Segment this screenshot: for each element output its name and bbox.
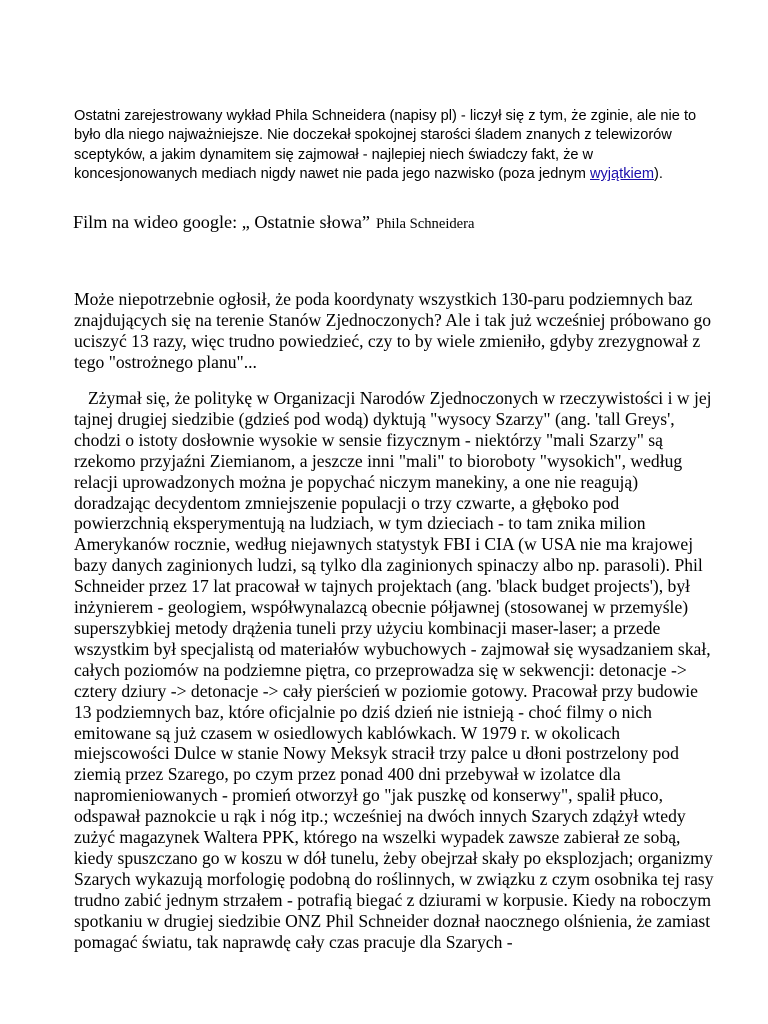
film-author: Phila Schneidera <box>376 216 475 232</box>
body-paragraph: Może niepotrzebnie ogłosił, że poda koordynaty wszystkich 130-paru podziemnych baz znajdujących się na terenie Stanów Zjednoczonych? Ale i tak już wcześniej próbowano go uciszyć 13 razy, więc trudno powiedzieć, czy to by wiele zmieniło, gdyby zrezygnował z tego "ostrożnego planu"... <box>74 289 712 372</box>
exception-link[interactable]: wyjątkiem <box>589 166 655 183</box>
body-paragraph: Zżymał się, że politykę w Organizacji Narodów Zjednoczonych w rzeczywistości i w jej tajnej drugiej siedzibie (gdzieś pod wodą) dyktują "wysocy Szarzy" (ang. 'tall Greys', chodzi o istoty dosłownie wysokie w sensie fizycznym - niektórzy "mali Szarzy" są rzekomo przyjaźni Ziemianom, a jeszcze inni "mali" to bioroboty "wysokich", według relacji uprowadzonych można je popychać niczym manekiny, a one nie reagują) doradzając decydentom zmniejszenie populacji o trzy czwarte, a głęboko pod powierzchnią eksperymentują na ludziach, w tym dzieciach - to tam znika milion Amerykanów rocznie, według niejawnych statystyk FBI i CIA (w USA nie ma krajowej bazy danych zaginionych ludzi, są tylko dla zaginionych spinaczy albo np. parasoli). Phil Schneider przez 17 lat pracował w tajnych projektach (ang. 'black budget projects'), był inżynierem - geologiem, współwynalazcą obecnie półjawnej (stosowanej w przemyśle) superszybkiej metody drążenia tuneli przy użyciu kombinacji maser-laser; a przede wszystkim był specjalistą od materiałów wybuchowych - zajmował się wysadzaniem skał, całych poziomów na podziemne piętra, co przeprowadza się w sekwencji: detonacje -> cztery dziury -> detonacje -> cały pierścień w poziomie gotowy. Pracował przy budowie 13 podziemnych baz, które oficjalnie po dziś dzień nie istnieją - choć filmy o nich emitowane są już czasem w osiedlowych kablówkach. W 1979 r. w okolicach miejscowości Dulce w stanie Nowy Meksyk stracił trzy palce u dłoni postrzelony pod ziemią przez Szarego, po czym przez ponad 400 dni przebywał w izolatce dla napromieniowanych - promień otworzył go "jak puszkę od konserwy", spalił płuco, odspawał paznokcie u rąk i nóg itp.; wcześniej na dwóch innych Szarych zdążył wtedy zużyć magazynek Waltera PPK, którego na wszelki wypadek zawsze zabierał ze sobą, kiedy spuszczano go w koszu w dół tunelu, żeby obejrzał skały po eksplozjach; organizmy Szarych wykazują morfologię podobną do roślinnych, w związku z czym osobnika tej rasy trudno zabić jednym strzałem - potrafią biegać z dziurami w korpusie. Kiedy na roboczym spotkaniu w drugiej siedzibie ONZ Phil Schneider doznał naocznego olśnienia, że zamiast pomagać światu, tak naprawdę cały czas pracuje dla Szarych - <box>74 388 714 952</box>
intro-paragraph <box>74 107 704 185</box>
film-heading <box>73 212 475 233</box>
film-title: Film na wideo google: „ Ostatnie słowa” <box>73 212 371 232</box>
intro-text-end: ). <box>654 166 663 183</box>
intro-text: Ostatni zarejestrowany wykład Phila Schneidera (napisy pl) - liczył się z tym, że zginie, ale nie to było dla niego najważniejsze. Nie doczekał spokojnej starości śladem znanych z telewizorów sceptyków, a jakim dynamitem się zajmował - najlepiej niech świadczy fakt, że w koncesjonowanych mediach nigdy nawet nie pada jego nazwisko (poza jednym <box>74 108 697 183</box>
